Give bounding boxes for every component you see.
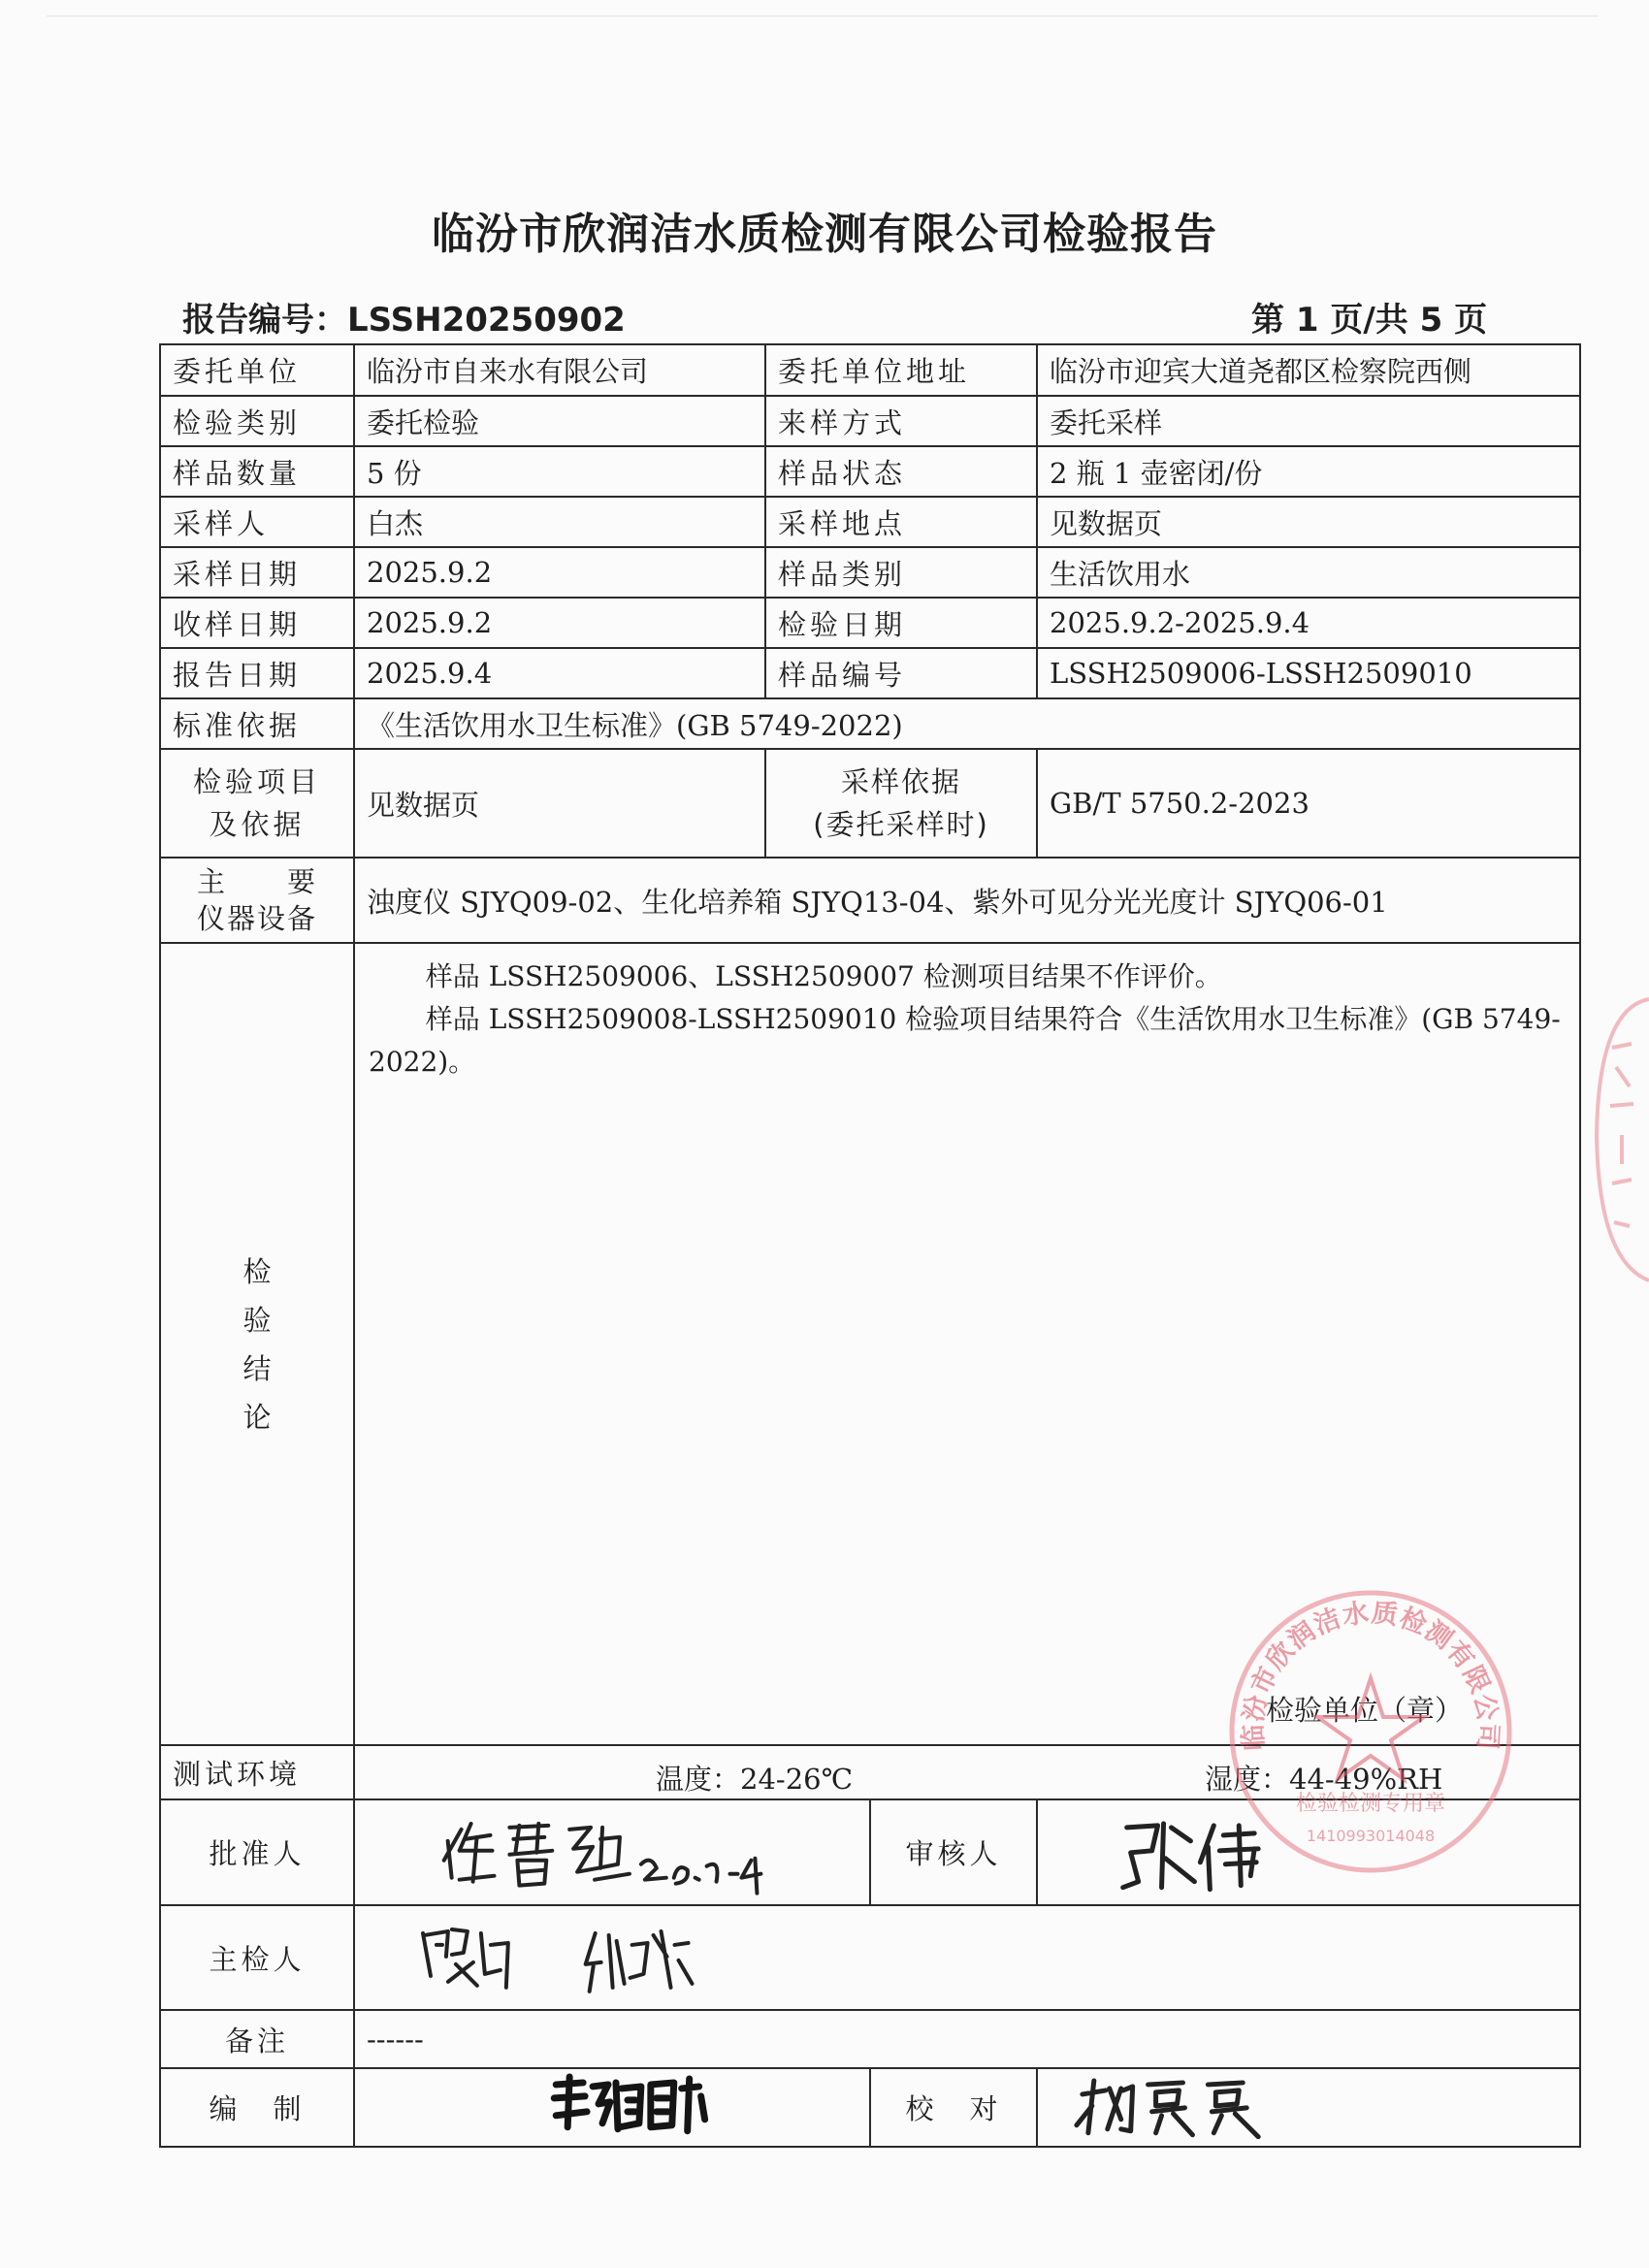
sampler-value: 白杰 [354,497,765,547]
sampling-date-value: 2025.9.2 [354,547,765,598]
sampling-site-label: 采样地点 [765,497,1037,547]
test-date-value: 2025.9.2-2025.9.4 [1037,598,1580,648]
sampling-basis-label-line2: (委托采样时) [813,808,989,841]
standard-value: 《生活饮用水卫生标准》(GB 5749-2022) [354,698,1580,749]
report-date-label: 报告日期 [160,648,354,698]
sample-state-value: 2 瓶 1 壶密闭/份 [1037,446,1580,497]
sampling-method-label: 来样方式 [765,396,1037,446]
test-items-value: 见数据页 [354,749,765,858]
compiler-signature-cell [354,2068,870,2147]
page-indicator: 第 1 页/共 5 页 [1251,301,1488,340]
seam-seal-icon [1593,989,1649,1290]
checker-signature-cell [1037,2068,1580,2147]
report-number [182,293,626,340]
sampler-label: 采样人 [160,497,354,547]
row-remark [160,2010,1580,2068]
report-number-value: LSSH20250902 [347,301,626,340]
report-title: 临汾市欣润洁水质检测有限公司检验报告 [432,210,1217,259]
row-report-date [160,648,1580,698]
row-equipment [160,858,1580,943]
row-sample-qty [160,446,1580,497]
inspection-unit-seal-label: 检验单位（章） [1266,1694,1464,1727]
sampling-site-value: 见数据页 [1037,497,1580,547]
conclusion-char-1: 检 [242,1254,272,1288]
seal-purpose-text: 检验检测专用章 [1295,1792,1446,1816]
sampling-date-label: 采样日期 [160,547,354,598]
conclusion-char-4: 论 [242,1400,272,1434]
approver-signature-cell [354,1799,870,1905]
row-test-items [160,749,1580,858]
report-date-value: 2025.9.4 [354,648,765,698]
remark-value: ------ [354,2010,1580,2068]
test-items-label [160,749,354,858]
row-sampler [160,497,1580,547]
conclusion-char-2: 验 [242,1303,272,1337]
environment-label: 测试环境 [160,1745,354,1799]
row-client [160,344,1580,396]
conclusion-label [160,943,354,1745]
test-date-label: 检验日期 [765,598,1037,648]
sample-qty-value: 5 份 [354,446,765,497]
equipment-value: 浊度仪 SJYQ09-02、生化培养箱 SJYQ13-04、紫外可见分光光度计 SJYQ06-01 [354,858,1580,943]
conclusion-line-2: 样品 LSSH2509008-LSSH2509010 检验项目结果符合《生活饮用水卫生标准》(GB 5749-2022)。 [369,1003,1561,1078]
sample-no-value: LSSH2509006-LSSH2509010 [1037,648,1580,698]
sampling-method-value: 委托采样 [1037,396,1580,446]
sampling-basis-value: GB/T 5750.2-2023 [1037,749,1580,858]
sample-category-value: 生活饮用水 [1037,547,1580,598]
row-receive-date [160,598,1580,648]
row-test-type [160,396,1580,446]
checker-signature [1038,2069,1579,2139]
sample-qty-label: 样品数量 [160,446,354,497]
report-number-label: 报告编号： [182,301,347,340]
test-items-label-line2: 及依据 [209,808,306,841]
seal-code-text: 1410993014048 [1306,1827,1436,1845]
sample-no-label: 样品编号 [765,648,1037,698]
standard-label: 标准依据 [160,698,354,749]
client-address-value: 临汾市迎宾大道尧都区检察院西侧 [1037,344,1580,396]
compiler-label: 编 制 [160,2068,354,2147]
remark-label: 备注 [160,2010,354,2068]
client-address-label: 委托单位地址 [765,344,1037,396]
reviewer-label: 审核人 [870,1799,1037,1905]
receive-date-label: 收样日期 [160,598,354,648]
compiler-signature [355,2069,869,2139]
conclusion-char-3: 结 [242,1351,272,1385]
approver-signature [355,1800,869,1897]
test-type-value: 委托检验 [354,396,765,446]
client-value: 临汾市自来水有限公司 [354,344,765,396]
humidity-value: 湿度：44-49%RH [1205,1763,1443,1796]
approver-label: 批准人 [160,1799,354,1905]
row-sampling-date [160,547,1580,598]
inspector-signature-cell [354,1905,1580,2011]
equipment-label-line2: 仪器设备 [196,902,317,935]
row-standard [160,698,1580,749]
equipment-label-line1: 主 要 [196,865,317,898]
seal-company-text: 临汾市欣润洁水质检测有限公司 [1238,1598,1504,1752]
checker-label: 校 对 [870,2068,1037,2147]
row-inspector [160,1905,1580,2011]
conclusion-line-1: 样品 LSSH2509006、LSSH2509007 检测项目结果不作评价。 [425,960,1222,992]
sampling-basis-label-line1: 采样依据 [841,765,962,798]
sampling-basis-label [765,749,1037,858]
equipment-label [160,858,354,943]
client-label: 委托单位 [160,344,354,396]
row-compiler [160,2068,1580,2147]
temperature-value: 温度：24-26℃ [656,1763,854,1796]
test-type-label: 检验类别 [160,396,354,446]
inspector-label: 主检人 [160,1905,354,2011]
receive-date-value: 2025.9.2 [354,598,765,648]
inspector-signature [355,1906,1579,2003]
sample-state-label: 样品状态 [765,446,1037,497]
sample-category-label: 样品类别 [765,547,1037,598]
test-items-label-line1: 检验项目 [192,765,321,798]
official-seal-icon [1220,1581,1521,1882]
